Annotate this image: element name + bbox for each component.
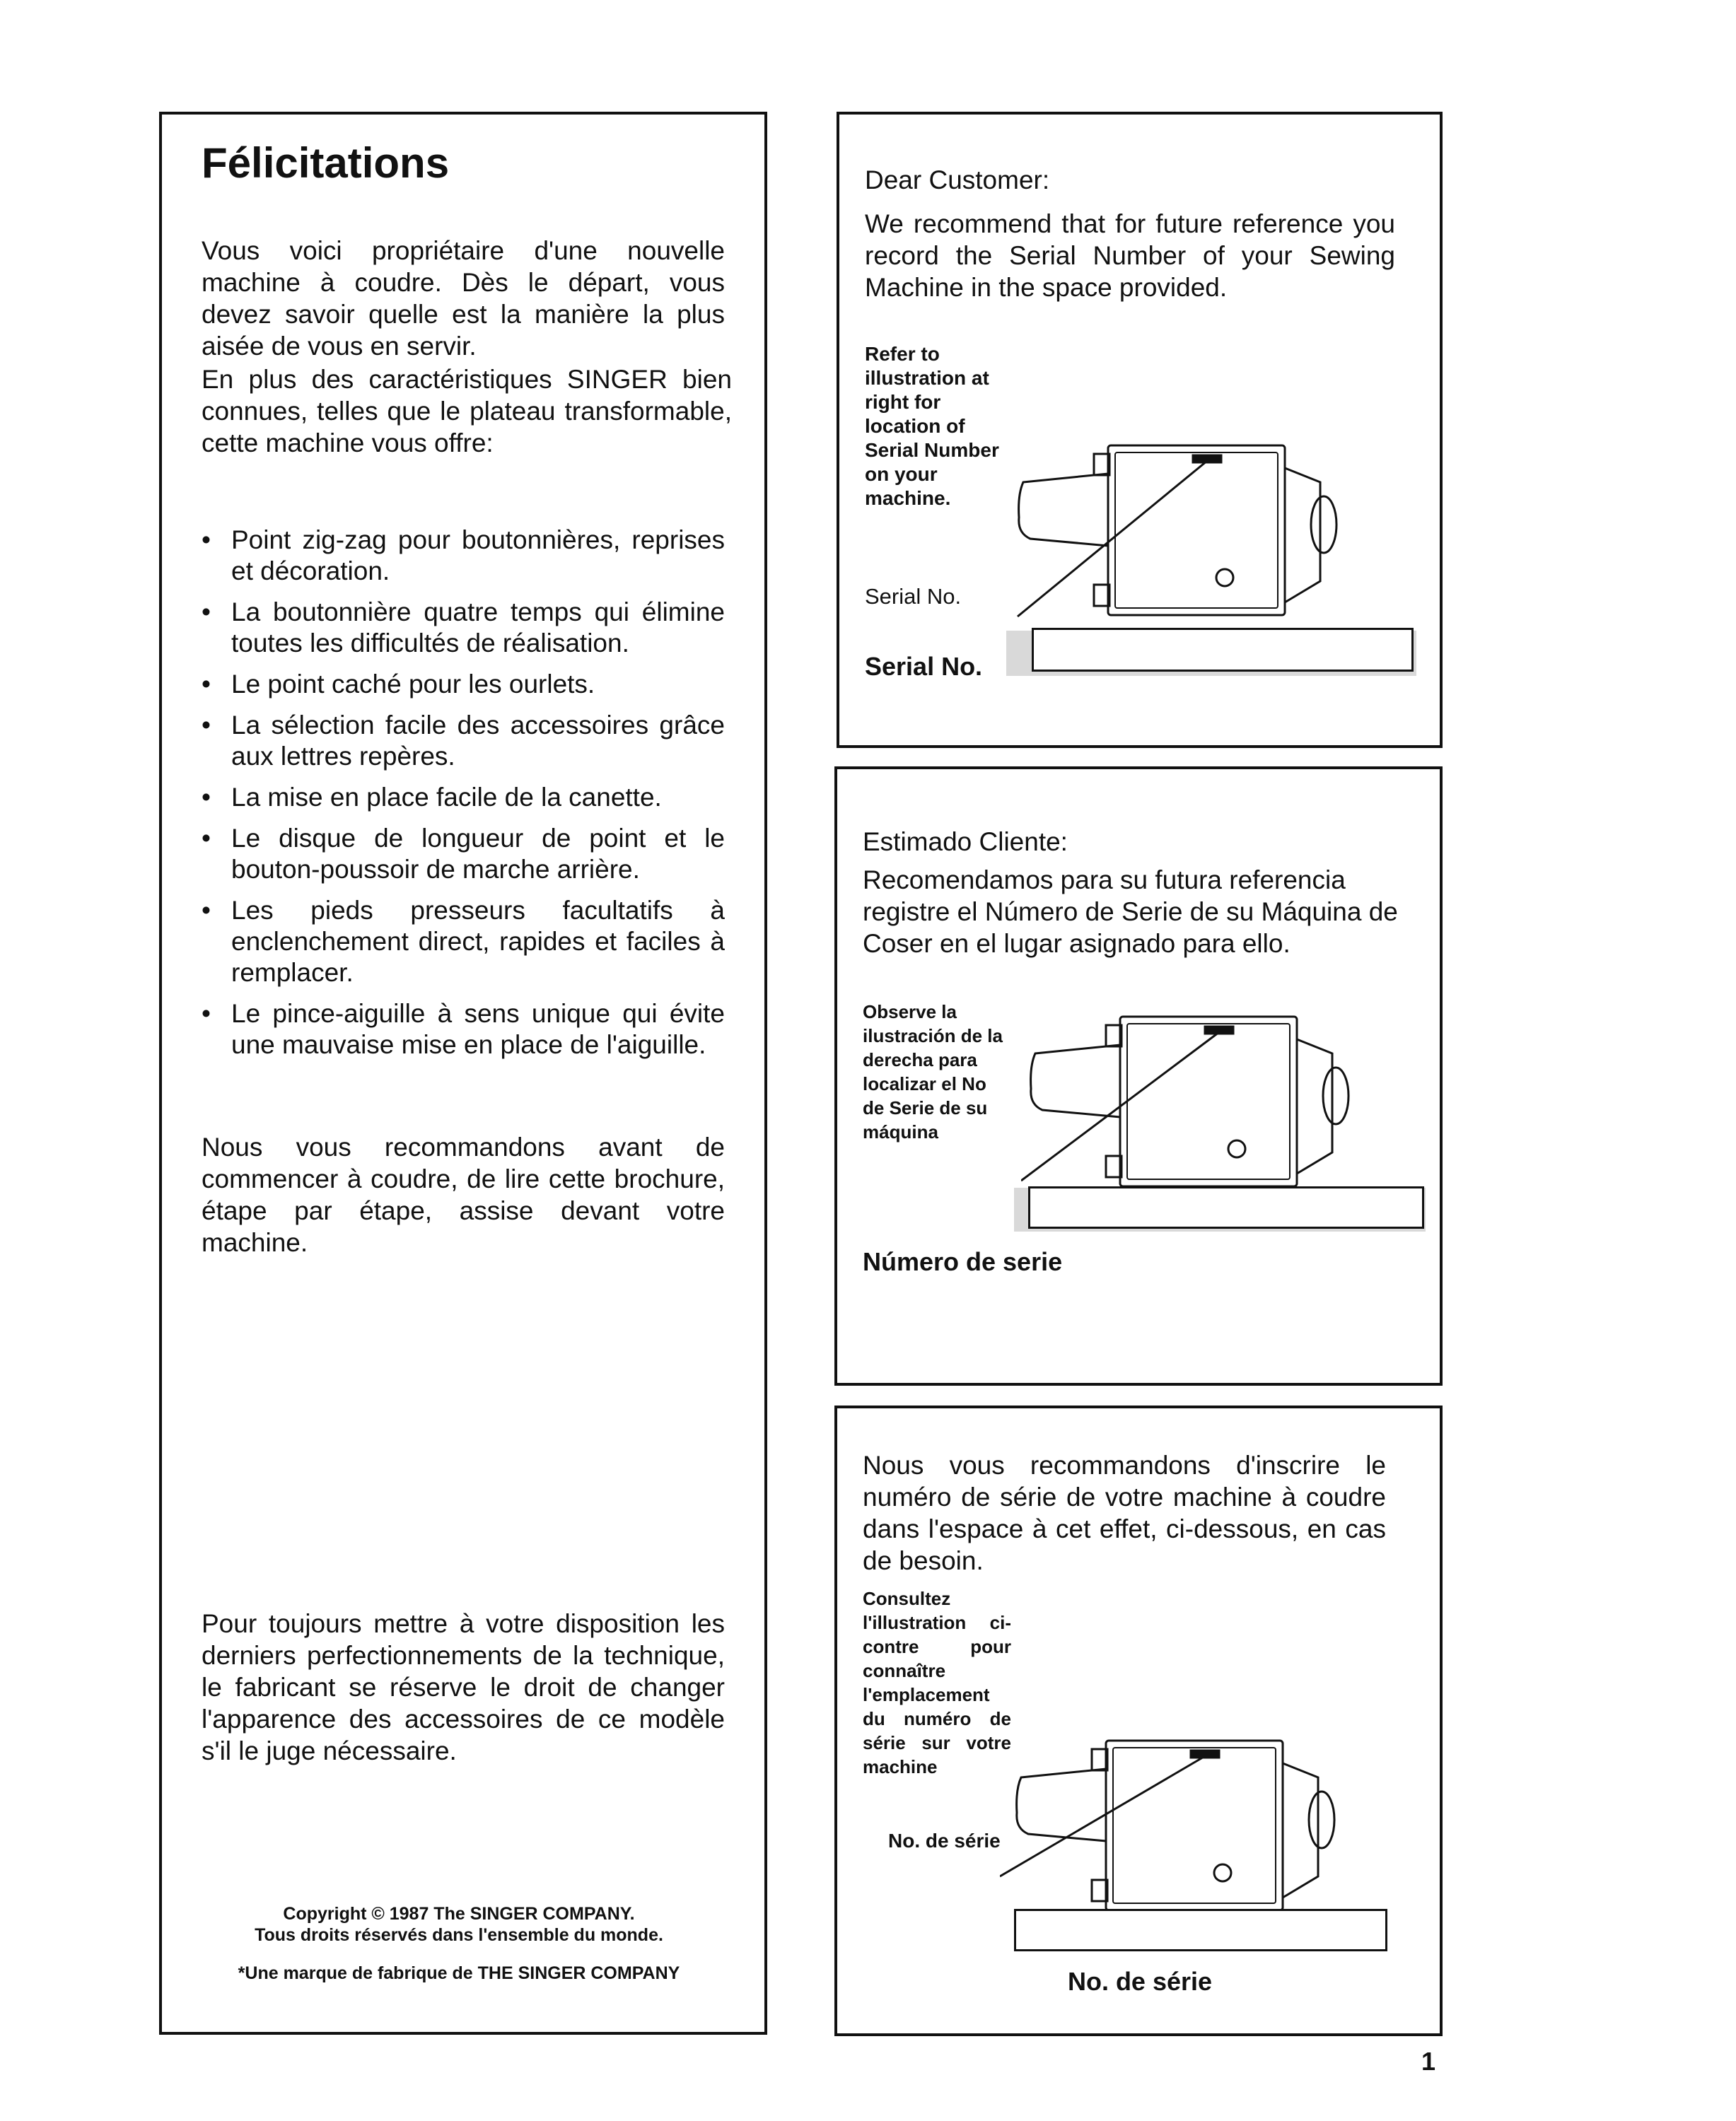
machine-illustration — [1009, 440, 1348, 638]
spanish-panel — [834, 766, 1443, 1386]
english-greeting: Dear Customer: — [865, 165, 1050, 194]
english-body: We recommend that for future reference you record the Serial Number of your Sewing Machine in the space provided. — [865, 209, 1395, 302]
english-panel — [837, 112, 1443, 748]
list-item: • Le pince-aiguille à sens unique qui évite une mauvaise mise en place de l'aiguille. — [202, 998, 725, 1060]
spanish-body: Recomendamos para su futura referencia registre el Número de Serie de su Máquina de Coser en el lugar asignado para ello. — [863, 865, 1398, 958]
page-number: 1 — [1421, 2047, 1436, 2076]
serial-number-field[interactable] — [1028, 1186, 1424, 1229]
features-intro-paragraph: En plus des caractéristiques SINGER bien connues, telles que le plateau transformable, cette machine vous offre: — [202, 365, 732, 457]
list-item: • Point zig-zag pour boutonnières, reprises et décoration. — [202, 525, 725, 587]
copyright-line: Copyright © 1987 The SINGER COMPANY. — [283, 1904, 635, 1924]
list-item: • Les pieds presseurs facultatifs à enclenchement direct, rapides et faciles à remplacer. — [202, 895, 725, 988]
rights-notice-paragraph: Pour toujours mettre à votre disposition les derniers perfectionnements de la technique, le fabricant se réserve le droit de changer l'apparence des accessoires de ce modèle s'il le juge nécessaire. — [202, 1609, 725, 1765]
trademark-line: *Une marque de fabrique de THE SINGER COMPANY — [238, 1963, 680, 1983]
spanish-greeting: Estimado Cliente: — [863, 827, 1068, 856]
english-refer-note: Refer to illustration at right for location of Serial Number on your machine. — [865, 343, 999, 509]
french-panel — [159, 112, 767, 2035]
french-serial-label: No. de série — [1067, 1967, 1213, 1996]
list-item: • La boutonnière quatre temps qui élimine toutes les difficultés de réalisation. — [202, 597, 725, 659]
list-item: • Le disque de longueur de point et le bouton-poussoir de marche arrière. — [202, 823, 725, 885]
list-item: • La mise en place facile de la canette. — [202, 782, 725, 813]
serial-number-field[interactable] — [1032, 628, 1414, 672]
english-serial-label: Serial No. — [865, 652, 983, 681]
spanish-refer-note: Observe la ilustración de la derecha para localizar el No de Serie de su máquina — [863, 1001, 1003, 1143]
features-list — [202, 525, 725, 1070]
page-title: Félicitations — [202, 139, 450, 187]
recommendation-paragraph: Nous vous recommandons avant de commencer à coudre, de lire cette brochure, étape par étape, assise devant votre machine. — [202, 1133, 725, 1257]
machine-illustration — [1021, 1011, 1361, 1209]
french-serial-refer-note: Consultez l'illustration ci-contre pour connaître l'emplacement du numéro de série sur votre machine — [863, 1588, 1011, 1777]
list-item: • Le point caché pour les ourlets. — [202, 669, 725, 700]
english-serial-caption: Serial No. — [865, 584, 962, 609]
french-serial-panel — [834, 1406, 1443, 2036]
serial-number-field[interactable] — [1014, 1909, 1387, 1951]
copyright-rights-line: Tous droits réservés dans l'ensemble du monde. — [255, 1925, 663, 1945]
intro-paragraph: Vous voici propriétaire d'une nouvelle machine à coudre. Dès le départ, vous devez savoir quelle est la manière la plus aisée de vous en servir. — [202, 236, 725, 361]
spanish-serial-label: Número de serie — [863, 1247, 1063, 1276]
list-item: • La sélection facile des accessoires grâce aux lettres repères. — [202, 710, 725, 772]
french-serial-body: Nous vous recommandons d'inscrire le numéro de série de votre machine à coudre dans l'espace à cet effet, ci-dessous, en cas de besoin. — [863, 1451, 1386, 1575]
machine-illustration — [1000, 1735, 1339, 1933]
french-serial-caption: No. de série — [888, 1830, 1001, 1852]
